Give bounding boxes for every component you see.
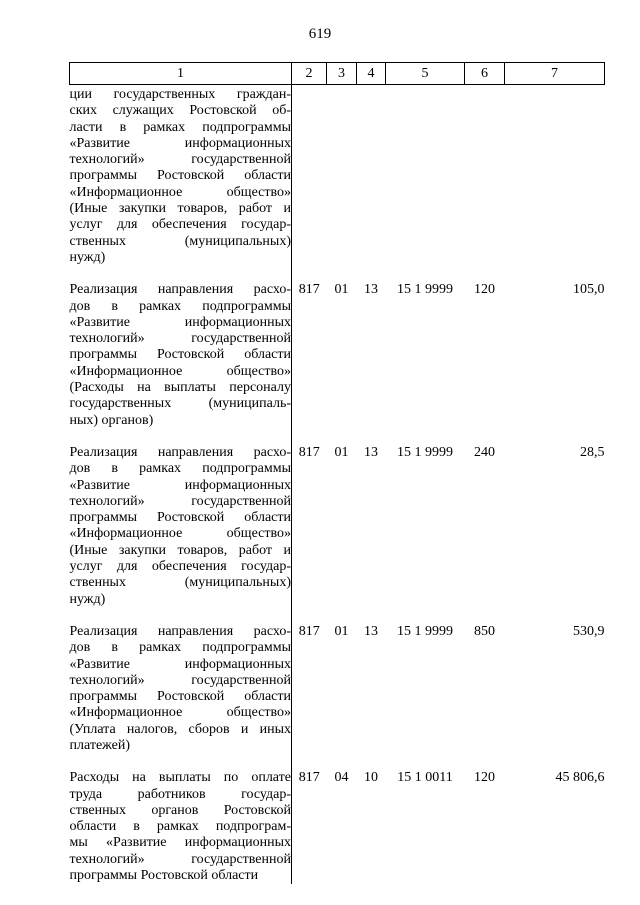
description-line: услуг для обеспечения государ- [69,559,291,575]
description-line: государственных (муниципаль- [69,396,291,412]
budget-table [69,62,605,884]
description-line: услуг для обеспечения государ- [69,217,291,233]
description-line: платежей) [69,737,131,753]
description-line: программы Ростовской области [69,168,291,184]
table-row [70,622,605,768]
subsection-code: 13 [364,282,378,298]
description-line: Расходы на выплаты по оплате [69,770,291,786]
description-line: Реализация направления расхо- [69,444,291,460]
description-line: нужд) [69,591,106,607]
description-line: дов в рамках подпрограммы [69,461,291,477]
description-line: ласти в рамках подпрограммы [69,119,291,135]
section-code: 01 [334,444,349,460]
ministry-code: 817 [298,623,320,639]
column-header: 5 [386,63,465,85]
subsection-code: 13 [364,623,378,639]
amount: 45 806,6 [555,770,605,786]
column-header: 7 [505,63,605,85]
description-line: (Иные закупки товаров, работ и [69,201,291,217]
column-header: 4 [357,63,386,85]
expense-type: 850 [474,623,495,639]
column-header: 2 [292,63,327,85]
ministry-code: 817 [298,770,320,786]
table-row [70,443,605,622]
description-line: Реализация направления расхо- [69,623,291,639]
ministry-code: 817 [298,444,320,460]
description-line: нужд) [69,249,106,265]
description-line: дов в рамках подпрограммы [69,298,291,314]
expense-type [465,85,505,281]
description-line: «Развитие информационных [69,477,291,493]
row-description [70,85,292,281]
description-line: «Развитие информационных [69,314,291,330]
ministry-code: 817 [298,282,320,298]
target-article: 15 1 9999 [397,444,453,460]
table-row [70,280,605,443]
amount: 105,0 [573,282,605,298]
description-line: программы Ростовской области [69,868,259,884]
description-line: (Расходы на выплаты персоналу [69,380,291,396]
description-line: (Уплата налогов, сборов и иных [69,721,291,737]
expense-type: 120 [474,770,495,786]
section-code: 04 [334,770,349,786]
description-line: программы Ростовской области [69,510,291,526]
description-line: «Развитие информационных [69,656,291,672]
subsection-code [357,85,386,281]
description-line: труда работников государ- [69,786,291,802]
description-line: «Информационное общество» [69,363,291,379]
table-body [70,85,605,885]
description-line: технологий» государственной [69,331,291,347]
column-header: 3 [327,63,357,85]
table-row [70,768,605,884]
description-line: ских служащих Ростовской об- [69,103,291,119]
description-line: ции государственных граждан- [69,87,291,102]
description-line: ных) органов) [69,412,154,428]
target-article: 15 1 9999 [397,282,453,298]
description-line: ственных (муниципальных) [69,233,291,249]
expense-type: 240 [474,444,495,460]
section-code [327,85,357,281]
description-line: (Иные закупки товаров, работ и [69,542,291,558]
target-article: 15 1 0011 [397,770,453,786]
description-line: дов в рамках подпрограммы [69,640,291,656]
row-description [70,443,292,622]
ministry-code [292,85,327,281]
row-description [70,280,292,443]
subsection-code: 13 [364,444,378,460]
column-header: 6 [465,63,505,85]
column-header: 1 [70,63,292,85]
description-line: технологий» государственной [69,851,291,867]
page-number: 619 [308,26,332,42]
description-line: программы Ростовской области [69,689,291,705]
description-line: технологий» государственной [69,493,291,509]
description-line: «Информационное общество» [69,526,291,542]
description-line: ственных органов Ростовской [69,802,291,818]
row-description [70,768,292,884]
target-article: 15 1 9999 [397,623,453,639]
description-line: «Развитие информационных [69,135,291,151]
table-row [70,85,605,281]
amount: 28,5 [580,444,605,460]
description-line: ственных (муниципальных) [69,575,291,591]
target-article [386,85,465,281]
row-description [70,622,292,768]
description-line: «Информационное общество» [69,705,291,721]
expense-type: 120 [474,282,495,298]
description-line: технологий» государственной [69,672,291,688]
amount: 530,9 [573,623,605,639]
subsection-code: 10 [364,770,378,786]
table-header-row [70,63,605,85]
description-line: программы Ростовской области [69,347,291,363]
section-code: 01 [334,623,349,639]
description-line: области в рамках подпрограм- [69,819,291,835]
section-code: 01 [334,282,349,298]
description-line: мы «Развитие информационных [69,835,291,851]
description-line: «Информационное общество» [69,184,291,200]
description-line: Реализация направления расхо- [69,282,291,298]
amount [505,85,605,281]
description-line: технологий» государственной [69,152,291,168]
